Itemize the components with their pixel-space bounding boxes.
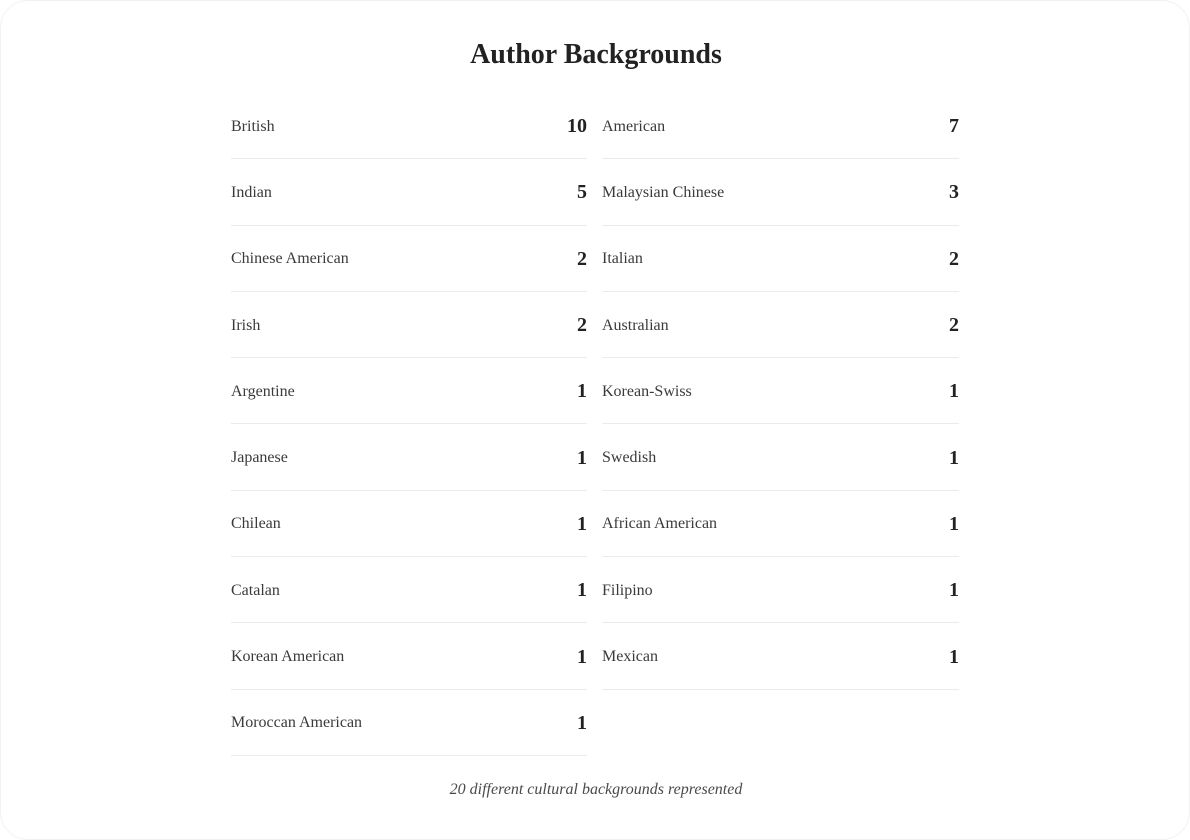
background-label: Korean American [231, 648, 345, 666]
background-label: African American [602, 515, 718, 533]
background-count: 7 [949, 115, 959, 138]
background-label: British [231, 117, 275, 135]
background-row [231, 491, 587, 557]
background-label: Italian [602, 250, 643, 268]
background-row [231, 292, 587, 358]
background-count: 5 [577, 181, 587, 204]
background-label: Irish [231, 316, 261, 334]
background-count: 1 [577, 446, 587, 469]
background-count: 1 [577, 512, 587, 535]
background-label: Catalan [231, 581, 280, 599]
background-label: Indian [231, 183, 272, 201]
background-label: Chilean [231, 515, 281, 533]
background-count: 2 [577, 314, 587, 337]
background-label: Malaysian Chinese [602, 183, 725, 201]
background-row [602, 424, 959, 490]
background-row [602, 358, 959, 424]
background-label: Chinese American [231, 250, 349, 268]
background-row [231, 226, 587, 292]
background-row [602, 491, 959, 557]
background-row [231, 557, 587, 623]
background-label: Argentine [231, 382, 295, 400]
background-label: Moroccan American [231, 714, 363, 732]
background-row [602, 93, 959, 159]
background-row [602, 623, 959, 689]
background-label: Korean-Swiss [602, 382, 692, 400]
background-count: 1 [949, 380, 959, 403]
background-label: Mexican [602, 648, 658, 666]
background-count: 1 [577, 645, 587, 668]
background-row [231, 623, 587, 689]
background-label: Australian [602, 316, 669, 334]
background-row [602, 226, 959, 292]
background-label: Filipino [602, 581, 653, 599]
background-row [231, 93, 587, 159]
summary-caption: 20 different cultural backgrounds represented [449, 781, 743, 798]
background-count: 2 [577, 247, 587, 270]
background-count: 1 [577, 579, 587, 602]
backgrounds-grid [231, 93, 959, 756]
background-count: 1 [949, 645, 959, 668]
background-count: 10 [567, 115, 587, 138]
background-row [602, 557, 959, 623]
background-count: 3 [949, 181, 959, 204]
background-row [231, 159, 587, 225]
background-label: Swedish [602, 449, 657, 467]
background-count: 1 [949, 446, 959, 469]
background-count: 1 [577, 380, 587, 403]
page-title: Author Backgrounds [470, 39, 722, 70]
background-row [231, 690, 587, 756]
background-count: 2 [949, 247, 959, 270]
background-label: Japanese [231, 449, 288, 467]
background-count: 1 [577, 711, 587, 734]
background-row [231, 358, 587, 424]
background-count: 2 [949, 314, 959, 337]
background-count: 1 [949, 579, 959, 602]
background-row [602, 159, 959, 225]
background-row [231, 424, 587, 490]
background-label: American [602, 117, 666, 135]
background-count: 1 [949, 512, 959, 535]
background-row [602, 292, 959, 358]
